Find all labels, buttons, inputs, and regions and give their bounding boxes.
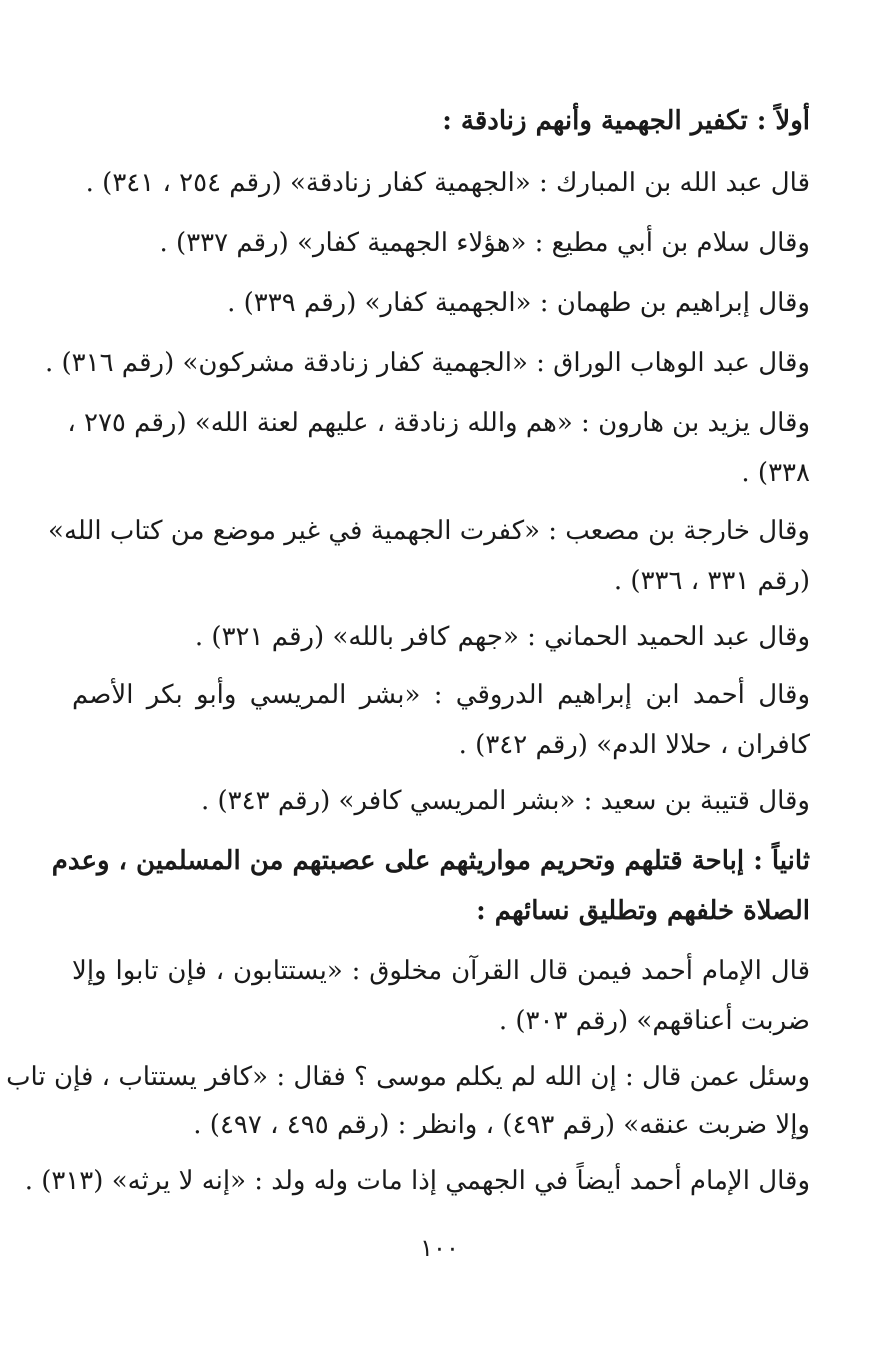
- paragraph-line: قال عبد الله بن المبارك : «الجهمية كفار زنادقة» (رقم ٢٥٤ ، ٣٤١) .: [85, 168, 810, 198]
- paragraph-line: وقال إبراهيم بن طهمان : «الجهمية كفار» (رقم ٣٣٩) .: [227, 288, 810, 318]
- paragraph-line: وقال قتيبة بن سعيد : «بشر المريسي كافر» (رقم ٣٤٣) .: [200, 786, 810, 816]
- section-heading-1: أولاً : تكفير الجهمية وأنهم زنادقة :: [442, 106, 810, 136]
- paragraph-line: وسئل عمن قال : إن الله لم يكلم موسى ؟ فقال : «كافر يستتاب ، فإن تاب: [6, 1062, 810, 1092]
- paragraph-line: وقال الإمام أحمد أيضاً في الجهمي إذا مات وله ولد : «إنه لا يرثه» (٣١٣) .: [24, 1166, 810, 1196]
- page-number: ١٠٠: [420, 1234, 459, 1262]
- paragraph-line: (رقم ٣٣١ ، ٣٣٦) .: [613, 566, 810, 596]
- paragraph-line: وقال يزيد بن هارون : «هم والله زنادقة ، عليهم لعنة الله» (رقم ٢٧٥ ،: [67, 408, 810, 438]
- paragraph-line: وقال سلام بن أبي مطيع : «هؤلاء الجهمية كفار» (رقم ٣٣٧) .: [159, 228, 810, 258]
- paragraph-line: قال الإمام أحمد فيمن قال القرآن مخلوق : «يستتابون ، فإن تابوا وإلا: [72, 956, 810, 986]
- paragraph-line: وإلا ضربت عنقه» (رقم ٤٩٣) ، وانظر : (رقم ٤٩٥ ، ٤٩٧) .: [193, 1110, 810, 1140]
- section-heading-2: الصلاة خلفهم وتطليق نسائهم :: [476, 896, 810, 926]
- paragraph-line: كافران ، حلالا الدم» (رقم ٣٤٢) .: [458, 730, 810, 760]
- section-heading-2: ثانياً : إباحة قتلهم وتحريم مواريثهم على عصبتهم من المسلمين ، وعدم: [51, 846, 810, 876]
- paragraph-line: ضربت أعناقهم» (رقم ٣٠٣) .: [498, 1006, 810, 1036]
- paragraph-line: وقال عبد الوهاب الوراق : «الجهمية كفار زنادقة مشركون» (رقم ٣١٦) .: [44, 348, 810, 378]
- paragraph-line: ٣٣٨) .: [741, 458, 810, 488]
- paragraph-line: وقال خارجة بن مصعب : «كفرت الجهمية في غير موضع من كتاب الله»: [48, 516, 810, 546]
- paragraph-line: وقال أحمد ابن إبراهيم الدروقي : «بشر المريسي وأبو بكر الأصم: [72, 680, 810, 710]
- paragraph-line: وقال عبد الحميد الحماني : «جهم كافر بالله» (رقم ٣٢١) .: [194, 622, 810, 652]
